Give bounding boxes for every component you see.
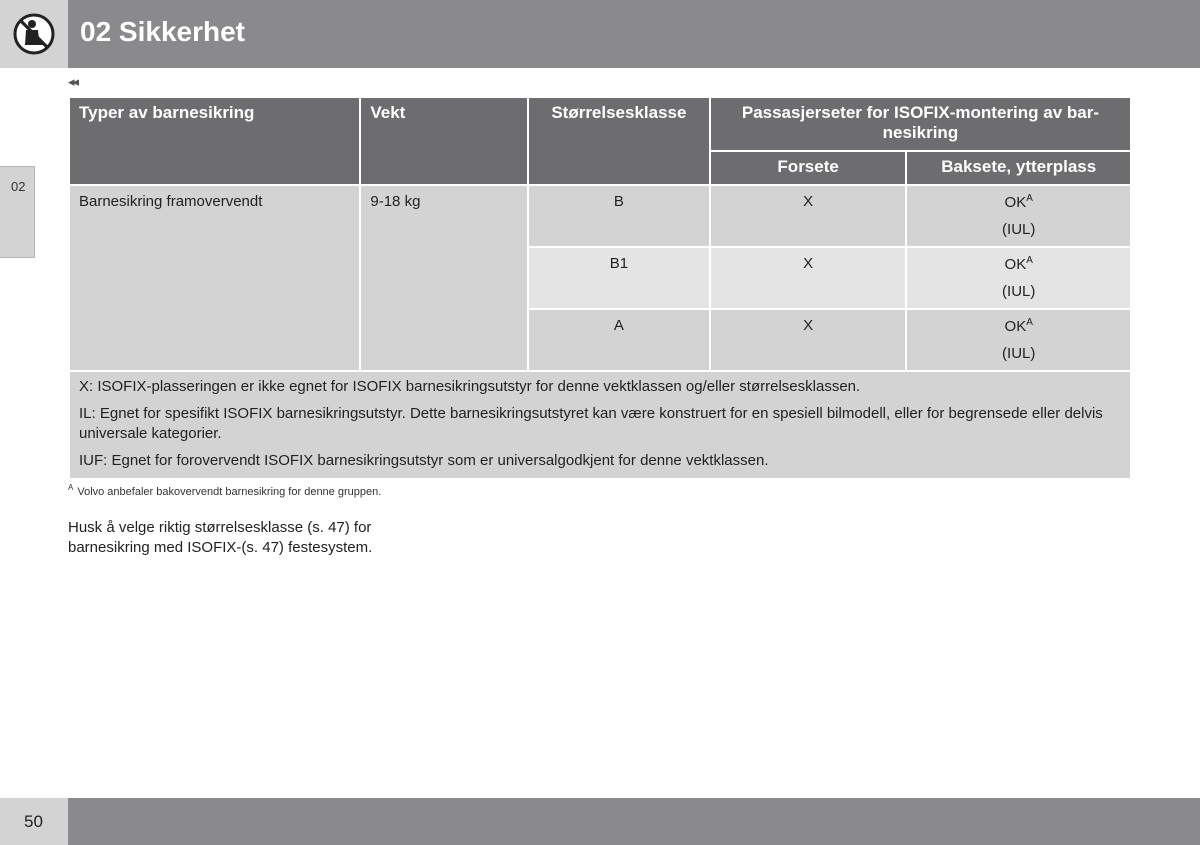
footnote — [68, 483, 382, 498]
header-positions: Passasjerseter for ISOFIX-montering av bar-nesikring — [710, 97, 1131, 151]
ok-category: (IUL) — [1002, 283, 1036, 300]
cell-size: B — [528, 185, 710, 247]
cell-rear — [906, 247, 1131, 309]
ok-value: OK — [1004, 318, 1027, 335]
chapter-tab[interactable] — [0, 166, 35, 258]
ok-superscript: A — [1026, 193, 1033, 204]
cell-rear — [906, 185, 1131, 247]
header-rear-outer: Baksete, ytterplass — [906, 151, 1131, 185]
header-weight: Vekt — [360, 97, 528, 185]
note-x: X: ISOFIX-plasseringen er ikke egnet for ISOFIX barnesikringsutstyr for denne vektklassen og/eller størrelsesklassen. — [79, 378, 861, 395]
header-type: Typer av barnesikring — [69, 97, 360, 185]
footer-bar — [68, 798, 1200, 845]
ok-category: (IUL) — [1002, 221, 1036, 238]
note-il: IL: Egnet for spesifikt ISOFIX barnesikringsutstyr. Dette barnesikringsutstyret kan være konstruert for en spesiell bilmodell, eller for begrensede eller delvis universale kategorier. — [79, 405, 1103, 442]
cell-front: X — [710, 309, 907, 371]
header-size-class: Størrelsesklasse — [528, 97, 710, 185]
cell-front: X — [710, 185, 907, 247]
table-notes — [69, 371, 1131, 479]
footnote-marker: A — [68, 483, 74, 493]
footer-page-box — [0, 798, 68, 845]
header-bar — [68, 0, 1200, 68]
ok-superscript: A — [1026, 255, 1033, 266]
cell-weight: 9-18 kg — [360, 185, 528, 371]
cell-size: B1 — [528, 247, 710, 309]
child-seat-safety-icon — [12, 12, 56, 56]
page-title: 02 Sikkerhet — [80, 16, 245, 47]
cell-front: X — [710, 247, 907, 309]
ok-value: OK — [1004, 256, 1027, 273]
ok-category: (IUL) — [1002, 345, 1036, 362]
note-iuf: IUF: Egnet for forovervendt ISOFIX barnesikringsutstyr som er universalgodkjent for denne vektklassen. — [79, 452, 769, 469]
footnote-text: Volvo anbefaler bakovervendt barnesikring for denne gruppen. — [77, 486, 382, 498]
back-arrows-icon[interactable]: ◂◂ — [68, 74, 78, 89]
table-row — [69, 185, 1131, 247]
header-front: Forsete — [710, 151, 907, 185]
isofix-table — [68, 96, 1132, 480]
cell-rear — [906, 309, 1131, 371]
header-icon-box — [0, 0, 68, 68]
cell-size: A — [528, 309, 710, 371]
chapter-tab-label: 02 — [11, 179, 26, 194]
ok-superscript: A — [1026, 317, 1033, 328]
body-paragraph: Husk å velge riktig størrelsesklasse (s. 47) for barnesikring med ISOFIX-(s. 47) festesystem. — [68, 519, 373, 556]
ok-value: OK — [1004, 194, 1027, 211]
notes-row — [69, 371, 1131, 479]
page-number: 50 — [24, 812, 43, 831]
cell-type: Barnesikring framovervendt — [69, 185, 360, 371]
